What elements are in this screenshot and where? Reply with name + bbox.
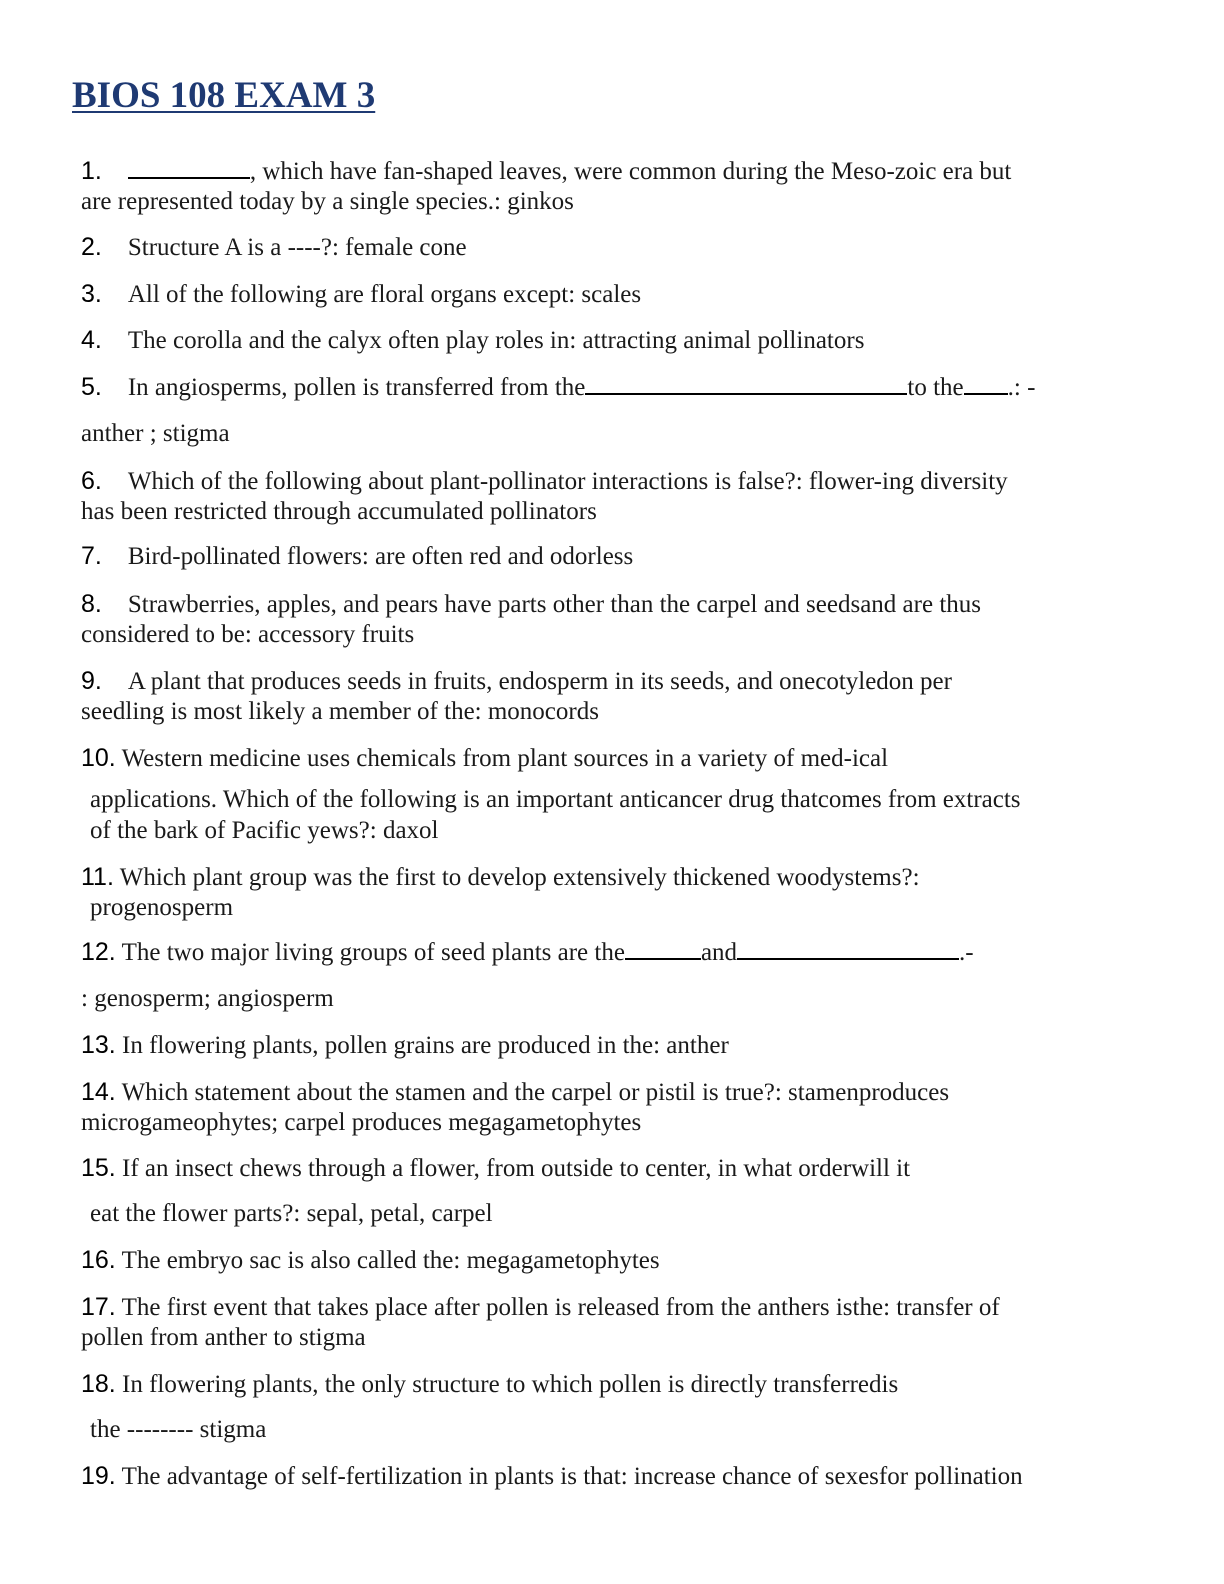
question-text: are represented today by a single species.: ginkos bbox=[81, 188, 574, 215]
question-18-continued bbox=[90, 1416, 266, 1444]
question-number: 11. bbox=[81, 863, 114, 891]
question-17-continued bbox=[81, 1324, 366, 1352]
question-text: , which have fan-shaped leaves, were common during the Meso-zoic era but bbox=[249, 158, 1012, 185]
question-number: 6. bbox=[81, 467, 102, 495]
question-6 bbox=[81, 467, 1008, 496]
question-text: The first event that takes place after pollen is released from the anthers isthe: transfer of bbox=[121, 1294, 1000, 1321]
question-text: A plant that produces seeds in fruits, endosperm in its seeds, and onecotyledon per bbox=[127, 668, 952, 695]
question-text: Western medicine uses chemicals from plant sources in a variety of med-ical bbox=[121, 745, 889, 772]
question-5 bbox=[81, 373, 1035, 402]
question-text: Strawberries, apples, and pears have parts other than the carpel and seedsand are thus bbox=[127, 591, 981, 618]
page-title: BIOS 108 EXAM 3 bbox=[72, 75, 376, 116]
question-13 bbox=[81, 1031, 729, 1060]
question-text: progenosperm bbox=[90, 894, 234, 921]
question-19 bbox=[81, 1462, 1023, 1491]
question-number: 14. bbox=[81, 1078, 116, 1106]
question-5-answer bbox=[81, 420, 230, 448]
question-number: 9. bbox=[81, 667, 102, 695]
question-text: microgameophytes; carpel produces megagametophytes bbox=[81, 1109, 642, 1136]
question-number: 18. bbox=[81, 1370, 116, 1398]
question-number: 7. bbox=[81, 542, 102, 570]
question-text: the -------- stigma bbox=[90, 1416, 267, 1443]
question-10-continued bbox=[90, 817, 439, 845]
question-3 bbox=[81, 280, 641, 309]
question-number: 10. bbox=[81, 744, 116, 772]
question-text: : genosperm; angiosperm bbox=[81, 985, 334, 1012]
question-text: Which statement about the stamen and the carpel or pistil is true?: stamenproduces bbox=[121, 1079, 950, 1106]
question-10-continued bbox=[90, 786, 1021, 814]
question-number: 19. bbox=[81, 1462, 116, 1490]
question-number: 17. bbox=[81, 1293, 116, 1321]
question-text: The embryo sac is also called the: megagametophytes bbox=[121, 1247, 660, 1274]
question-text: If an insect chews through a flower, from outside to center, in what orderwill it bbox=[122, 1155, 911, 1182]
question-14-continued bbox=[81, 1109, 641, 1137]
question-1 bbox=[81, 157, 1011, 186]
question-number: 5. bbox=[81, 373, 102, 401]
question-18 bbox=[81, 1370, 898, 1399]
answer-blank bbox=[625, 956, 701, 960]
question-12-answer bbox=[81, 985, 334, 1013]
question-text: In flowering plants, pollen grains are produced in the: anther bbox=[122, 1032, 729, 1059]
answer-blank bbox=[737, 956, 959, 960]
question-14 bbox=[81, 1078, 949, 1107]
question-9 bbox=[81, 667, 952, 696]
question-6-continued bbox=[81, 498, 597, 526]
question-text: eat the flower parts?: sepal, petal, carpel bbox=[90, 1200, 493, 1227]
question-number: 1. bbox=[81, 157, 102, 185]
question-12 bbox=[81, 938, 974, 967]
question-2 bbox=[81, 233, 467, 262]
question-text: In flowering plants, the only structure to which pollen is directly transferredis bbox=[122, 1371, 899, 1398]
question-11 bbox=[81, 863, 920, 892]
question-9-continued bbox=[81, 698, 599, 726]
question-number: 2. bbox=[81, 233, 102, 261]
question-text: pollen from anther to stigma bbox=[81, 1324, 366, 1351]
question-8 bbox=[81, 590, 981, 619]
question-number: 3. bbox=[81, 280, 102, 308]
question-17 bbox=[81, 1293, 1000, 1322]
question-text: In angiosperms, pollen is transferred from the bbox=[127, 374, 586, 401]
question-11-continued bbox=[90, 894, 233, 922]
question-text: All of the following are floral organs except: scales bbox=[127, 281, 642, 308]
question-15-continued bbox=[90, 1200, 493, 1228]
answer-blank bbox=[964, 391, 1008, 395]
question-text: .- bbox=[959, 939, 974, 966]
question-text: .: - bbox=[1007, 374, 1036, 401]
question-text: anther ; stigma bbox=[81, 420, 230, 447]
question-text: The corolla and the calyx often play roles in: attracting animal pollinators bbox=[127, 327, 865, 354]
question-text: Structure A is a ----?: female cone bbox=[127, 234, 467, 261]
question-1-continued bbox=[81, 188, 574, 216]
question-15 bbox=[81, 1154, 910, 1183]
question-text: Bird-pollinated flowers: are often red and odorless bbox=[127, 543, 634, 570]
question-10 bbox=[81, 744, 888, 773]
answer-blank bbox=[128, 175, 250, 179]
question-text: considered to be: accessory fruits bbox=[81, 621, 415, 648]
question-8-continued bbox=[81, 621, 414, 649]
question-text: The two major living groups of seed plants are the bbox=[121, 939, 625, 966]
question-16 bbox=[81, 1246, 660, 1275]
question-text: The advantage of self-fertilization in plants is that: increase chance of sexesfor pollination bbox=[121, 1463, 1023, 1490]
question-number: 15. bbox=[81, 1154, 116, 1182]
question-4 bbox=[81, 326, 864, 355]
question-text: Which of the following about plant-pollinator interactions is false?: flower-ing diversity bbox=[127, 468, 1008, 495]
question-text: applications. Which of the following is an important anticancer drug thatcomes from extracts bbox=[90, 786, 1021, 813]
question-text: and bbox=[700, 939, 738, 966]
question-number: 16. bbox=[81, 1246, 116, 1274]
question-text: seedling is most likely a member of the: monocords bbox=[81, 698, 599, 725]
question-text: of the bark of Pacific yews?: daxol bbox=[90, 817, 439, 844]
question-text: Which plant group was the first to develop extensively thickened woodystems?: bbox=[119, 864, 920, 891]
question-text: to the bbox=[907, 374, 964, 401]
question-text: has been restricted through accumulated pollinators bbox=[81, 498, 597, 525]
answer-blank bbox=[585, 391, 907, 395]
question-number: 12. bbox=[81, 938, 116, 966]
question-7 bbox=[81, 542, 633, 571]
question-number: 8. bbox=[81, 590, 102, 618]
question-number: 4. bbox=[81, 326, 102, 354]
question-number: 13. bbox=[81, 1031, 116, 1059]
